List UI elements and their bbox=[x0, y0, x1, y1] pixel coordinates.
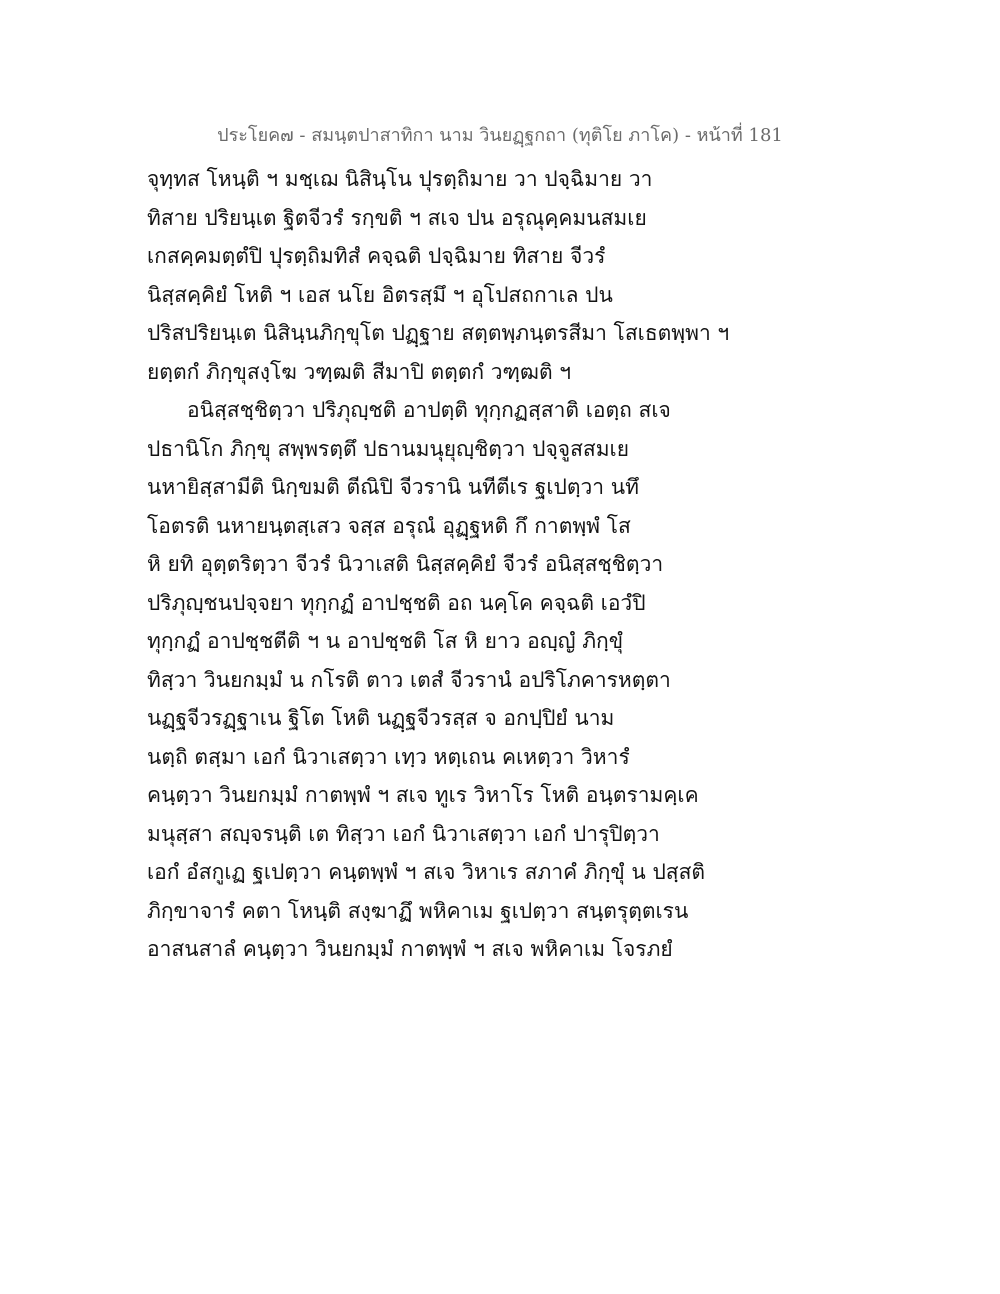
text-line: นหายิสฺสามีติ นิกฺขมติ ตีณิปิ จีวรานิ นทีตีเร ฐเปตฺวา นทึ bbox=[147, 475, 639, 499]
text-line: เกสคฺคมตฺตํปิ ปุรตฺถิมทิสํ คจฺฉติ ปจฺฉิมาย ทิสาย จีวรํ bbox=[147, 244, 606, 268]
text-line: นตฺถิ ตสฺมา เอกํ นิวาเสตฺวา เทฺว หตฺเถน คเหตฺวา วิหารํ bbox=[147, 744, 630, 769]
text-line: หิ ยทิ อุตฺตริตฺวา จีวรํ นิวาเสติ นิสฺสคฺคิยํ จีวรํ อนิสฺสชฺชิตฺวา bbox=[147, 552, 664, 576]
text-line: ทิสฺวา วินยกมฺมํ น กโรติ ตาว เตสํ จีวรานํ อปริโภคารหตฺตา bbox=[147, 667, 671, 692]
text-line: มนุสฺสา สญฺจรนฺติ เต ทิสฺวา เอกํ นิวาเสตฺวา เอกํ ปารุปิตฺวา bbox=[147, 821, 660, 846]
text-line: คนฺตฺวา วินยกมฺมํ กาตพฺพํ ฯ สเจ ทูเร วิหาโร โหติ อนฺตรามคฺเค bbox=[147, 783, 699, 807]
text-line: ทิสาย ปริยนฺเต ฐิตจีวรํ รกฺขติ ฯ สเจ ปน อรุณุคฺคมนสมเย bbox=[147, 205, 647, 230]
body-text bbox=[147, 160, 730, 969]
text-line: ปริสปริยนฺเต นิสินฺนภิกฺขุโต ปฏฺฐาย สตฺตพฺภนฺตรสีมา โสเธตพฺพา ฯ bbox=[147, 321, 730, 345]
text-line: ปริภุญฺชนปจฺจยา ทุกฺกฏํ อาปชฺชติ อถ นคฺโค คจฺฉติ เอวํปิ bbox=[147, 590, 646, 615]
paragraph-first-line: อนิสฺสชฺชิตฺวา ปริภุญฺชติ อาปตฺติ ทุกฺกฏสฺสาติ เอตฺถ สเจ bbox=[187, 398, 671, 422]
text-line: โอตรติ นหายนฺตสฺเสว จสฺส อรุณํ อุฏฺฐหติ กึ กาตพฺพํ โส bbox=[147, 513, 631, 538]
text-line: ภิกฺขาจารํ คตา โหนฺติ สงฺฆาฏึ พหิคาเม ฐเปตฺวา สนฺตรุตฺตเรน bbox=[147, 898, 689, 923]
text-line: นิสฺสคฺคิยํ โหติ ฯ เอส นโย อิตรสฺมึ ฯ อุโปสถกาเล ปน bbox=[147, 282, 613, 307]
text-line: อาสนสาลํ คนฺตฺวา วินยกมฺมํ กาตพฺพํ ฯ สเจ พหิคาเม โจรภยํ bbox=[147, 937, 673, 961]
text-line: ปธานิโก ภิกฺขุ สพฺพรตฺตึ ปธานมนุยุญฺชิตฺวา ปจฺจูสสมเย bbox=[147, 436, 630, 461]
text-line: ทุกฺกฏํ อาปชฺชตีติ ฯ น อาปชฺชติ โส หิ ยาว อญฺญํ ภิกฺขุํ bbox=[147, 629, 624, 653]
text-line: นฏฺฐจีวรฏฺฐาเน ฐิโต โหติ นฏฺฐจีวรสฺส จ อกปฺปิยํ นาม bbox=[147, 706, 615, 730]
text-line: ยตฺตกํ ภิกฺขุสงฺโฆ วฑฺฒติ สีมาปิ ตตฺตกํ วฑฺฒติ ฯ bbox=[147, 359, 572, 384]
text-line: เอกํ อํสกูเฏ ฐเปตฺวา คนฺตพฺพํ ฯ สเจ วิหาเร สภาคํ ภิกฺขุํ น ปสฺสติ bbox=[147, 860, 706, 884]
running-header: ประโยค๗ - สมนฺตปาสาทิกา นาม วินยฏฺฐกถา (ทุติโย ภาโค) - หน้าที่ 181 bbox=[217, 125, 783, 146]
text-line: จุทฺทส โหนฺติ ฯ มชฺเฌ นิสินฺโน ปุรตฺถิมาย วา ปจฺฉิมาย วา bbox=[147, 167, 653, 191]
